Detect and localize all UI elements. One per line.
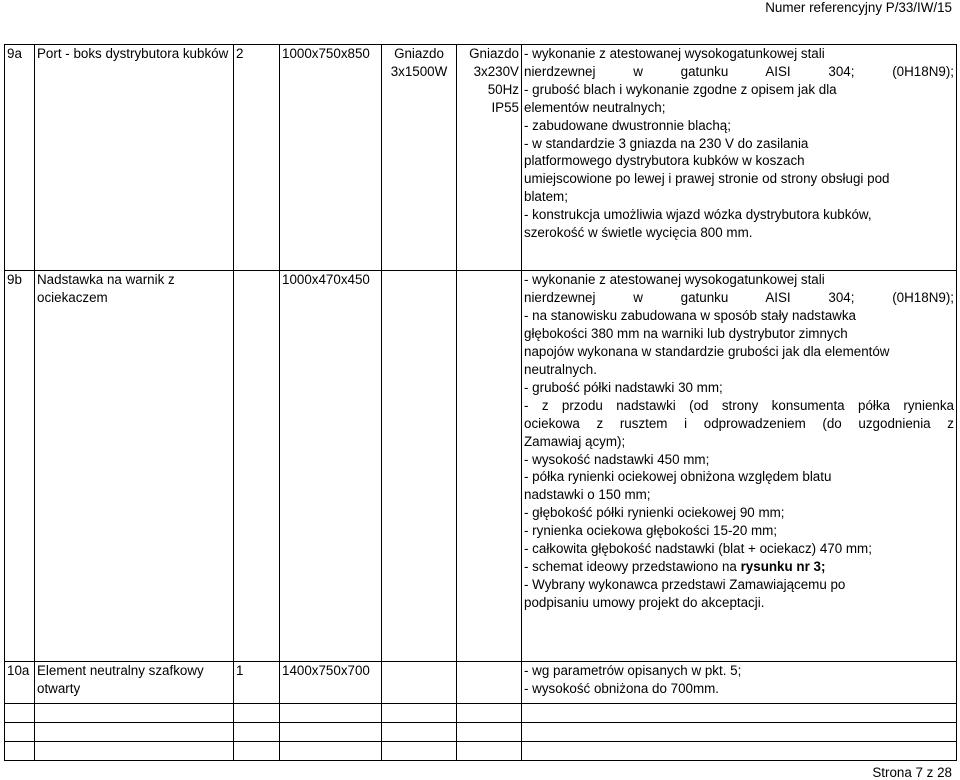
empty-cell xyxy=(280,704,382,723)
item-power xyxy=(382,271,457,661)
description-line: platformowego dystrybutora kubków w koszach xyxy=(524,153,805,169)
empty-cell xyxy=(35,742,234,761)
description-line: - grubość półki nadstawki 30 mm; xyxy=(524,379,723,395)
item-number: 9b xyxy=(5,271,35,661)
empty-cell xyxy=(234,742,280,761)
item-number: 10a xyxy=(5,661,35,703)
empty-cell xyxy=(234,704,280,723)
item-dimensions: 1400x750x700 xyxy=(280,661,382,703)
item-quantity: 2 xyxy=(234,45,280,271)
empty-cell xyxy=(280,723,382,742)
description-line: umiejscowione po lewej i prawej stronie od strony obsługi pod xyxy=(524,171,890,187)
description-line: nadstawki o 150 mm; xyxy=(524,487,651,503)
empty-cell xyxy=(457,742,522,761)
item-description xyxy=(522,45,957,271)
empty-cell xyxy=(234,723,280,742)
table-row xyxy=(5,704,957,723)
description-line: - wysokość nadstawki 450 mm; xyxy=(524,451,710,467)
item-name: Element neutralny szafkowy otwarty xyxy=(35,661,234,703)
item-description xyxy=(522,271,957,661)
description-line: - rynienka ociekowa głębokości 15-20 mm; xyxy=(524,523,778,539)
table-row xyxy=(5,723,957,742)
description-line: - konstrukcja umożliwia wjazd wózka dystrybutora kubków, xyxy=(524,207,872,223)
empty-cell xyxy=(5,742,35,761)
description-line: podpisaniu umowy projekt do akceptacji. xyxy=(524,594,765,610)
document-reference-number: Numer referencyjny P/33/IW/15 xyxy=(765,0,952,15)
description-line: - wykonanie z atestowanej wysokogatunkowej stali xyxy=(524,272,825,288)
empty-cell xyxy=(280,742,382,761)
description-line: - wysokość obniżona do 700mm. xyxy=(524,680,720,696)
description-line: nierdzewnej w gatunku AISI 304; (0H18N9); xyxy=(524,290,954,306)
description-line: - grubość blach i wykonanie zgodne z opisem jak dla xyxy=(524,81,837,97)
description-line: blatem; xyxy=(524,189,568,205)
description-line: szerokość w świetle wycięcia 800 mm. xyxy=(524,225,753,241)
description-line: ociekowa z rusztem i odprowadzeniem (do uzgodnienia z xyxy=(524,415,954,431)
description-line: głębokości 380 mm na warniki lub dystrybutor zimnych xyxy=(524,326,848,342)
item-connection xyxy=(457,661,522,703)
table-row xyxy=(5,661,957,703)
empty-cell xyxy=(382,704,457,723)
table-row xyxy=(5,45,957,271)
description-line: elementów neutralnych; xyxy=(524,99,666,115)
description-line: - Wybrany wykonawca przedstawi Zamawiającemu po xyxy=(524,576,846,592)
empty-cell xyxy=(35,704,234,723)
description-line: - całkowita głębokość nadstawki (blat + ociekacz) 470 mm; xyxy=(524,541,872,557)
page-number: Strona 7 z 28 xyxy=(872,765,952,780)
empty-cell xyxy=(522,723,957,742)
item-dimensions: 1000x470x450 xyxy=(280,271,382,661)
empty-cell xyxy=(457,704,522,723)
empty-cell xyxy=(382,723,457,742)
description-line: - głębokość półki rynienki ociekowej 90 mm; xyxy=(524,505,785,521)
description-line: nierdzewnej w gatunku AISI 304; (0H18N9); xyxy=(524,63,954,79)
item-connection xyxy=(457,271,522,661)
item-quantity xyxy=(234,271,280,661)
item-number: 9a xyxy=(5,45,35,271)
description-line: - w standardzie 3 gniazda na 230 V do zasilania xyxy=(524,135,809,151)
description-line: neutralnych. xyxy=(524,362,597,378)
description-line: Zamawiaj ącym); xyxy=(524,433,626,449)
item-power xyxy=(382,661,457,703)
drawing-reference: rysunku nr 3; xyxy=(740,558,826,574)
description-line: - na stanowisku zabudowana w sposób stały nadstawka xyxy=(524,308,856,324)
item-quantity: 1 xyxy=(234,661,280,703)
description-line: - z przodu nadstawki (od strony konsumenta półka rynienka xyxy=(524,397,954,413)
empty-cell xyxy=(457,723,522,742)
item-name: Nadstawka na warnik z ociekaczem xyxy=(35,271,234,661)
description-line: - wykonanie z atestowanej wysokogatunkowej stali xyxy=(524,46,825,61)
empty-cell xyxy=(522,704,957,723)
empty-cell xyxy=(382,742,457,761)
description-line: - zabudowane dwustronnie blachą; xyxy=(524,117,731,133)
empty-cell xyxy=(5,723,35,742)
empty-cell xyxy=(522,742,957,761)
item-power: Gniazdo 3x1500W xyxy=(382,45,457,271)
empty-cell xyxy=(35,723,234,742)
description-line: - schemat ideowy przedstawiono na rysunku nr 3; xyxy=(524,558,826,574)
description-line: napojów wykonana w standardzie grubości jak dla elementów xyxy=(524,344,890,360)
description-line: - półka rynienki ociekowej obniżona względem blatu xyxy=(524,469,832,485)
item-dimensions: 1000x750x850 xyxy=(280,45,382,271)
empty-cell xyxy=(5,704,35,723)
item-name: Port - boks dystrybutora kubków xyxy=(35,45,234,271)
item-connection: Gniazdo 3x230V 50Hz IP55 xyxy=(457,45,522,271)
specification-table xyxy=(4,44,957,761)
table-row xyxy=(5,742,957,761)
description-line: - wg parametrów opisanych w pkt. 5; xyxy=(524,662,742,678)
table-row xyxy=(5,271,957,661)
item-description xyxy=(522,661,957,703)
